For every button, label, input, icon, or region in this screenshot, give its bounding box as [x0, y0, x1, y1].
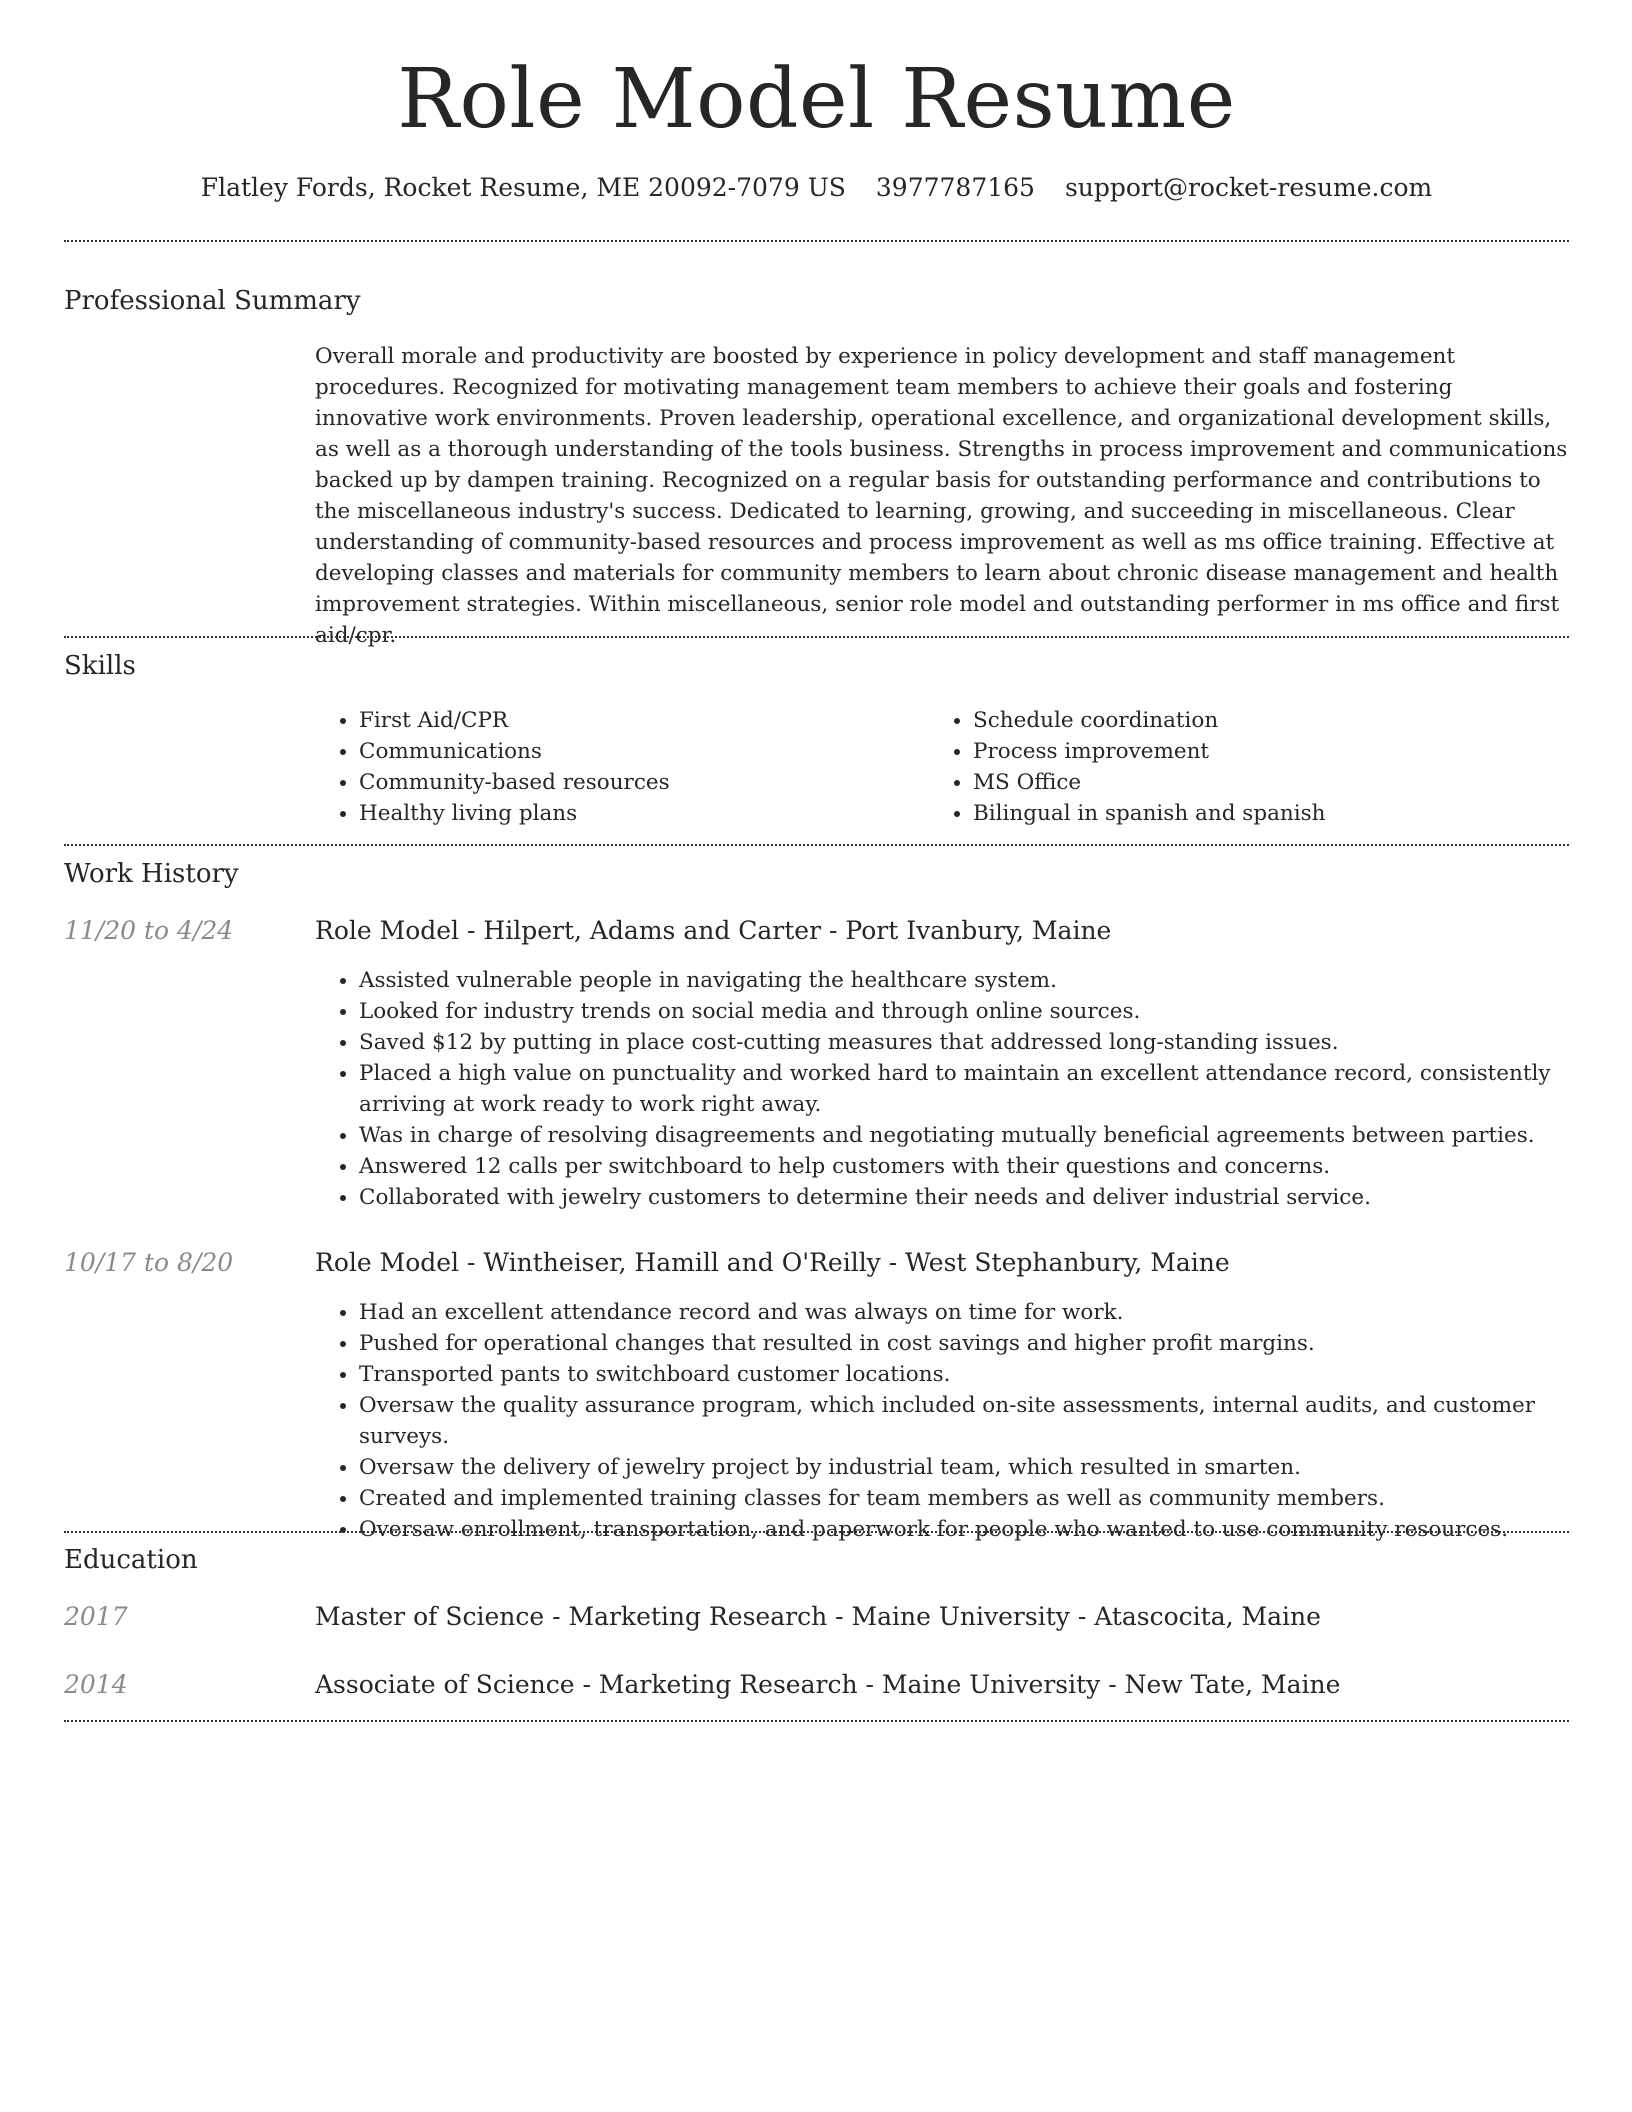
education-year: 2014 [64, 1670, 128, 1699]
skills-list [315, 705, 1569, 829]
skill-item: • First Aid/CPR [359, 705, 929, 736]
job-bullet: • Oversaw the quality assurance program, which included on-site assessments, internal audits, and customer surveys. [359, 1390, 1569, 1452]
job-bullet: • Was in charge of resolving disagreements and negotiating mutually beneficial agreements between parties. [359, 1120, 1569, 1151]
divider [64, 1531, 1569, 1533]
divider [64, 1720, 1569, 1722]
section-title-summary: Professional Summary [64, 286, 361, 316]
contact-line [64, 170, 1569, 206]
skill-item: • MS Office [973, 767, 1543, 798]
contact-email: support@rocket-resume.com [1064, 173, 1433, 202]
divider [64, 844, 1569, 846]
skill-item: • Communications [359, 736, 929, 767]
job-bullets [315, 1297, 1569, 1545]
job-dates: 11/20 to 4/24 [64, 916, 234, 945]
job-bullet: • Transported pants to switchboard customer locations. [359, 1359, 1569, 1390]
divider [64, 636, 1569, 638]
job-bullet: • Saved $12 by putting in place cost-cutting measures that addressed long-standing issues. [359, 1027, 1569, 1058]
job-bullet: • Placed a high value on punctuality and worked hard to maintain an excellent attendance record, consistently arriving at work ready to work right away. [359, 1058, 1569, 1120]
job-bullet: • Looked for industry trends on social media and through online sources. [359, 996, 1569, 1027]
contact-address: Flatley Fords, Rocket Resume, ME 20092-7079 US [200, 173, 846, 202]
job-heading: Role Model - Hilpert, Adams and Carter - Port Ivanbury, Maine [315, 916, 1112, 945]
section-title-work-history: Work History [64, 859, 239, 889]
section-title-education: Education [64, 1545, 198, 1575]
skill-item: • Bilingual in spanish and spanish [973, 798, 1543, 829]
skill-item: • Healthy living plans [359, 798, 929, 829]
skill-item: • Process improvement [973, 736, 1543, 767]
job-bullet: • Answered 12 calls per switchboard to help customers with their questions and concerns. [359, 1151, 1569, 1182]
job-bullet: • Collaborated with jewelry customers to determine their needs and deliver industrial service. [359, 1182, 1569, 1213]
skills-column-1 [315, 705, 929, 829]
job-dates: 10/17 to 8/20 [64, 1248, 234, 1277]
job-bullet: • Assisted vulnerable people in navigating the healthcare system. [359, 965, 1569, 996]
job-bullet: • Created and implemented training classes for team members as well as community members. [359, 1483, 1569, 1514]
skill-item: • Community-based resources [359, 767, 929, 798]
summary-text: Overall morale and productivity are boosted by experience in policy development and staff management procedures. Recognized for motivating management team members to achieve their goals and fostering innovative work environments. Proven leadership, operational excellence, and organizational development skills, as well as a thorough understanding of the tools business. Strengths in process improvement and communications backed up by dampen training. Recognized on a regular basis for outstanding performance and contributions to the miscellaneous industry's success. Dedicated to learning, growing, and succeeding in miscellaneous. Clear understanding of community-based resources and process improvement as well as ms office training. Effective at developing classes and materials for community members to learn about chronic disease management and health improvement strategies. Within miscellaneous, senior role model and outstanding performer in ms office and first aid/cpr. [315, 344, 1568, 648]
job-heading: Role Model - Wintheiser, Hamill and O'Reilly - West Stephanbury, Maine [315, 1248, 1230, 1277]
job-bullet: • Pushed for operational changes that resulted in cost savings and higher profit margins. [359, 1328, 1569, 1359]
divider [64, 240, 1569, 242]
job-bullet: • Had an excellent attendance record and was always on time for work. [359, 1297, 1569, 1328]
resume-name: Role Model Resume [397, 52, 1236, 147]
education-year: 2017 [64, 1602, 128, 1631]
skills-column-2 [929, 705, 1543, 829]
contact-phone: 3977787165 [875, 173, 1035, 202]
skill-item: • Schedule coordination [973, 705, 1543, 736]
job-bullets [315, 965, 1569, 1213]
job-bullet: • Oversaw enrollment, transportation, and paperwork for people who wanted to use community resources. [359, 1514, 1569, 1545]
education-degree: Associate of Science - Marketing Research - Maine University - New Tate, Maine [315, 1670, 1341, 1699]
education-degree: Master of Science - Marketing Research - Maine University - Atascocita, Maine [315, 1602, 1321, 1631]
job-bullet: • Oversaw the delivery of jewelry project by industrial team, which resulted in smarten. [359, 1452, 1569, 1483]
section-title-skills: Skills [64, 651, 136, 681]
